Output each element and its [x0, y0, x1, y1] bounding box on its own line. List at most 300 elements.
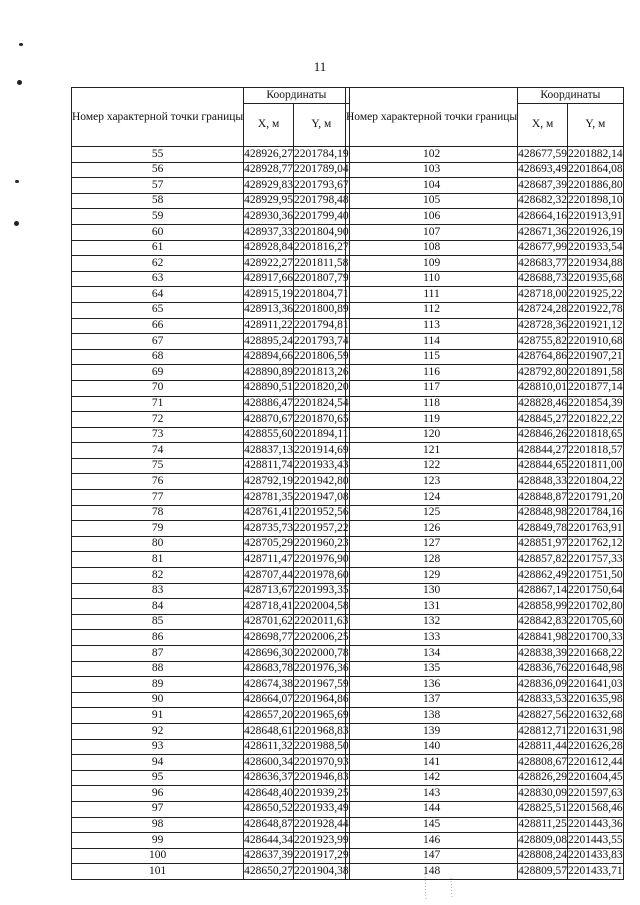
cell-point-number: 113 [346, 318, 518, 334]
cell-y: 2201964,86 [294, 692, 350, 708]
cell-x: 428657,20 [244, 708, 294, 724]
table-row [72, 848, 350, 864]
cell-x: 428809,08 [518, 833, 568, 849]
coordinates-table-left [71, 87, 350, 880]
cell-point-number: 101 [72, 864, 244, 880]
cell-x: 428844,65 [518, 458, 568, 474]
cell-x: 428926,27 [244, 147, 294, 163]
cell-y: 2201799,40 [294, 209, 350, 225]
cell-y: 2201813,26 [294, 365, 350, 381]
header-coordinates: Координаты [518, 88, 624, 104]
cell-y: 2201757,33 [568, 552, 624, 568]
header-coordinates: Координаты [244, 88, 350, 104]
cell-x: 428718,41 [244, 599, 294, 615]
cell-y: 2201818,57 [568, 443, 624, 459]
cell-point-number: 116 [346, 365, 518, 381]
cell-x: 428650,27 [244, 864, 294, 880]
table-row [72, 755, 350, 771]
cell-point-number: 117 [346, 380, 518, 396]
cell-point-number: 133 [346, 630, 518, 646]
cell-point-number: 106 [346, 209, 518, 225]
cell-x: 428833,53 [518, 692, 568, 708]
cell-x: 428648,61 [244, 723, 294, 739]
table-row [346, 568, 624, 584]
table-row [346, 677, 624, 693]
cell-point-number: 110 [346, 271, 518, 287]
cell-y: 2201877,14 [568, 380, 624, 396]
cell-point-number: 124 [346, 490, 518, 506]
table-row [72, 614, 350, 630]
cell-point-number: 132 [346, 614, 518, 630]
cell-point-number: 138 [346, 708, 518, 724]
table-row [346, 240, 624, 256]
cell-x: 428664,07 [244, 692, 294, 708]
cell-y: 2201604,45 [568, 770, 624, 786]
cell-point-number: 105 [346, 193, 518, 209]
cell-y: 2201811,00 [568, 458, 624, 474]
cell-point-number: 72 [72, 412, 244, 428]
cell-y: 2201854,39 [568, 396, 624, 412]
table-row [72, 349, 350, 365]
cell-x: 428836,09 [518, 677, 568, 693]
cell-x: 428735,73 [244, 521, 294, 537]
cell-point-number: 89 [72, 677, 244, 693]
cell-point-number: 140 [346, 739, 518, 755]
table-row [346, 365, 624, 381]
cell-y: 2201970,93 [294, 755, 350, 771]
cell-x: 428674,38 [244, 677, 294, 693]
cell-x: 428862,49 [518, 568, 568, 584]
cell-point-number: 79 [72, 521, 244, 537]
cell-point-number: 146 [346, 833, 518, 849]
cell-x: 428764,86 [518, 349, 568, 365]
cell-point-number: 137 [346, 692, 518, 708]
cell-x: 428701,62 [244, 614, 294, 630]
cell-y: 2201988,50 [294, 739, 350, 755]
table-row [72, 599, 350, 615]
cell-x: 428698,77 [244, 630, 294, 646]
cell-point-number: 129 [346, 568, 518, 584]
cell-point-number: 76 [72, 474, 244, 490]
cell-y: 2201635,98 [568, 692, 624, 708]
table-row [72, 833, 350, 849]
cell-x: 428836,76 [518, 661, 568, 677]
table-row [72, 240, 350, 256]
cell-point-number: 74 [72, 443, 244, 459]
cell-x: 428930,36 [244, 209, 294, 225]
table-row [346, 646, 624, 662]
table-row [346, 599, 624, 615]
cell-point-number: 104 [346, 178, 518, 194]
cell-point-number: 86 [72, 630, 244, 646]
cell-y: 2201942,80 [294, 474, 350, 490]
table-row [346, 287, 624, 303]
cell-x: 428841,98 [518, 630, 568, 646]
cell-y: 2201976,90 [294, 552, 350, 568]
cell-x: 428688,73 [518, 271, 568, 287]
cell-point-number: 109 [346, 256, 518, 272]
table-row [72, 536, 350, 552]
cell-point-number: 63 [72, 271, 244, 287]
cell-x: 428928,77 [244, 162, 294, 178]
cell-x: 428890,89 [244, 365, 294, 381]
cell-y: 2201891,58 [568, 365, 624, 381]
cell-x: 428867,14 [518, 583, 568, 599]
cell-point-number: 81 [72, 552, 244, 568]
table-row [346, 318, 624, 334]
table-row [72, 739, 350, 755]
cell-x: 428711,47 [244, 552, 294, 568]
cell-x: 428637,39 [244, 848, 294, 864]
cell-point-number: 148 [346, 864, 518, 880]
table-row [346, 193, 624, 209]
cell-x: 428810,01 [518, 380, 568, 396]
table-row [72, 209, 350, 225]
cell-point-number: 55 [72, 147, 244, 163]
table-row [72, 224, 350, 240]
cell-y: 2201804,71 [294, 287, 350, 303]
cell-point-number: 103 [346, 162, 518, 178]
margin-mark [17, 80, 22, 85]
cell-x: 428808,67 [518, 755, 568, 771]
cell-x: 428828,46 [518, 396, 568, 412]
cell-y: 2201934,88 [568, 256, 624, 272]
table-row [346, 692, 624, 708]
cell-x: 428707,44 [244, 568, 294, 584]
cell-y: 2201960,23 [294, 536, 350, 552]
cell-y: 2201705,60 [568, 614, 624, 630]
table-row [72, 505, 350, 521]
cell-y: 2201957,22 [294, 521, 350, 537]
table-row [72, 334, 350, 350]
cell-x: 428917,66 [244, 271, 294, 287]
table-row [72, 521, 350, 537]
margin-mark [15, 180, 19, 183]
table-row [72, 474, 350, 490]
cell-y: 2202006,25 [294, 630, 350, 646]
cell-point-number: 144 [346, 801, 518, 817]
cell-x: 428848,98 [518, 505, 568, 521]
cell-point-number: 60 [72, 224, 244, 240]
cell-point-number: 143 [346, 786, 518, 802]
margin-mark [14, 221, 19, 226]
cell-y: 2201762,12 [568, 536, 624, 552]
cell-x: 428781,35 [244, 490, 294, 506]
cell-y: 2201750,64 [568, 583, 624, 599]
cell-point-number: 57 [72, 178, 244, 194]
cell-point-number: 91 [72, 708, 244, 724]
table-row [72, 458, 350, 474]
cell-x: 428644,34 [244, 833, 294, 849]
cell-y: 2201947,08 [294, 490, 350, 506]
cell-y: 2201794,81 [294, 318, 350, 334]
table-row [72, 318, 350, 334]
cell-point-number: 120 [346, 427, 518, 443]
cell-y: 2201894,11 [294, 427, 350, 443]
cell-x: 428650,52 [244, 801, 294, 817]
cell-point-number: 108 [346, 240, 518, 256]
page-number: 11 [313, 59, 327, 74]
cell-y: 2201965,69 [294, 708, 350, 724]
cell-point-number: 145 [346, 817, 518, 833]
cell-x: 428671,36 [518, 224, 568, 240]
cell-y: 2201793,74 [294, 334, 350, 350]
cell-y: 2201597,63 [568, 786, 624, 802]
scan-artifact [421, 872, 461, 902]
cell-point-number: 114 [346, 334, 518, 350]
table-row [346, 349, 624, 365]
coordinates-table-right [345, 87, 624, 880]
cell-point-number: 121 [346, 443, 518, 459]
cell-point-number: 83 [72, 583, 244, 599]
table-row [72, 380, 350, 396]
cell-y: 2201967,59 [294, 677, 350, 693]
cell-point-number: 111 [346, 287, 518, 303]
cell-y: 2201886,80 [568, 178, 624, 194]
cell-x: 428922,27 [244, 256, 294, 272]
cell-y: 2201793,67 [294, 178, 350, 194]
table-row [346, 552, 624, 568]
cell-point-number: 107 [346, 224, 518, 240]
table-row [346, 490, 624, 506]
table-row [72, 786, 350, 802]
cell-y: 2201925,22 [568, 287, 624, 303]
cell-x: 428611,32 [244, 739, 294, 755]
cell-y: 2201933,54 [568, 240, 624, 256]
cell-y: 2201913,91 [568, 209, 624, 225]
cell-x: 428844,27 [518, 443, 568, 459]
cell-y: 2201702,80 [568, 599, 624, 615]
cell-y: 2201968,83 [294, 723, 350, 739]
cell-point-number: 95 [72, 770, 244, 786]
table-row [72, 630, 350, 646]
cell-x: 428648,87 [244, 817, 294, 833]
cell-y: 2201820,20 [294, 380, 350, 396]
cell-x: 428826,29 [518, 770, 568, 786]
cell-x: 428808,24 [518, 848, 568, 864]
table-row [346, 708, 624, 724]
table-row [72, 583, 350, 599]
cell-x: 428890,51 [244, 380, 294, 396]
cell-x: 428855,60 [244, 427, 294, 443]
cell-x: 428846,26 [518, 427, 568, 443]
cell-point-number: 112 [346, 302, 518, 318]
table-row [346, 380, 624, 396]
cell-x: 428851,97 [518, 536, 568, 552]
cell-y: 2201824,54 [294, 396, 350, 412]
table-row [346, 256, 624, 272]
table-row [72, 770, 350, 786]
margin-mark [19, 43, 23, 46]
table-row [346, 661, 624, 677]
cell-y: 2201632,68 [568, 708, 624, 724]
table-row [72, 178, 350, 194]
cell-point-number: 141 [346, 755, 518, 771]
cell-x: 428811,74 [244, 458, 294, 474]
cell-x: 428929,83 [244, 178, 294, 194]
table-row [346, 427, 624, 443]
cell-point-number: 134 [346, 646, 518, 662]
cell-point-number: 61 [72, 240, 244, 256]
cell-x: 428848,33 [518, 474, 568, 490]
table-row [346, 583, 624, 599]
cell-point-number: 92 [72, 723, 244, 739]
table-row [346, 614, 624, 630]
table-row [346, 302, 624, 318]
cell-point-number: 75 [72, 458, 244, 474]
cell-y: 2201807,79 [294, 271, 350, 287]
cell-x: 428837,13 [244, 443, 294, 459]
cell-point-number: 127 [346, 536, 518, 552]
table-row [346, 630, 624, 646]
cell-point-number: 139 [346, 723, 518, 739]
cell-x: 428886,47 [244, 396, 294, 412]
cell-y: 2201800,89 [294, 302, 350, 318]
cell-x: 428683,77 [518, 256, 568, 272]
cell-y: 2201804,22 [568, 474, 624, 490]
cell-y: 2201804,90 [294, 224, 350, 240]
table-row [346, 801, 624, 817]
cell-point-number: 119 [346, 412, 518, 428]
cell-point-number: 82 [72, 568, 244, 584]
cell-y: 2201822,22 [568, 412, 624, 428]
cell-point-number: 118 [346, 396, 518, 412]
table-row [346, 770, 624, 786]
cell-x: 428809,57 [518, 864, 568, 880]
cell-x: 428792,80 [518, 365, 568, 381]
cell-x: 428849,78 [518, 521, 568, 537]
table-row [346, 443, 624, 459]
cell-point-number: 126 [346, 521, 518, 537]
table-row [72, 723, 350, 739]
cell-x: 428677,99 [518, 240, 568, 256]
cell-x: 428827,56 [518, 708, 568, 724]
header-y: Y, м [294, 104, 350, 147]
table-row [72, 287, 350, 303]
table-row [72, 162, 350, 178]
cell-point-number: 80 [72, 536, 244, 552]
table-row [346, 786, 624, 802]
table-row [346, 178, 624, 194]
cell-point-number: 84 [72, 599, 244, 615]
cell-point-number: 73 [72, 427, 244, 443]
cell-x: 428728,36 [518, 318, 568, 334]
cell-point-number: 96 [72, 786, 244, 802]
table-row [72, 443, 350, 459]
cell-y: 2201946,83 [294, 770, 350, 786]
cell-point-number: 97 [72, 801, 244, 817]
table-row [346, 864, 624, 880]
cell-y: 2201751,50 [568, 568, 624, 584]
cell-y: 2201818,65 [568, 427, 624, 443]
cell-x: 428811,44 [518, 739, 568, 755]
cell-x: 428600,34 [244, 755, 294, 771]
cell-y: 2201882,14 [568, 147, 624, 163]
cell-point-number: 125 [346, 505, 518, 521]
cell-x: 428724,28 [518, 302, 568, 318]
table-row [72, 302, 350, 318]
cell-x: 428696,30 [244, 646, 294, 662]
cell-y: 2201922,78 [568, 302, 624, 318]
cell-y: 2201433,71 [568, 864, 624, 880]
cell-y: 2201926,19 [568, 224, 624, 240]
table-row [346, 147, 624, 163]
cell-point-number: 69 [72, 365, 244, 381]
cell-y: 2201870,65 [294, 412, 350, 428]
table-row [346, 396, 624, 412]
table-row [346, 458, 624, 474]
cell-point-number: 64 [72, 287, 244, 303]
cell-x: 428693,49 [518, 162, 568, 178]
cell-y: 2202004,58 [294, 599, 350, 615]
cell-point-number: 98 [72, 817, 244, 833]
cell-x: 428812,71 [518, 723, 568, 739]
cell-y: 2201939,25 [294, 786, 350, 802]
cell-x: 428870,67 [244, 412, 294, 428]
table-row [346, 412, 624, 428]
cell-x: 428830,09 [518, 786, 568, 802]
cell-point-number: 100 [72, 848, 244, 864]
table-row [72, 692, 350, 708]
cell-point-number: 131 [346, 599, 518, 615]
cell-x: 428792,19 [244, 474, 294, 490]
cell-y: 2201928,44 [294, 817, 350, 833]
table-row [72, 677, 350, 693]
header-x: X, м [244, 104, 294, 147]
cell-x: 428713,67 [244, 583, 294, 599]
table-row [346, 833, 624, 849]
cell-point-number: 87 [72, 646, 244, 662]
header-point-number: Номер характерной точки границы [346, 88, 518, 147]
cell-point-number: 102 [346, 147, 518, 163]
table-row [346, 209, 624, 225]
cell-y: 2201806,59 [294, 349, 350, 365]
table-row [72, 801, 350, 817]
cell-point-number: 136 [346, 677, 518, 693]
cell-y: 2201923,99 [294, 833, 350, 849]
cell-point-number: 68 [72, 349, 244, 365]
cell-x: 428664,16 [518, 209, 568, 225]
cell-y: 2201612,44 [568, 755, 624, 771]
cell-x: 428911,22 [244, 318, 294, 334]
cell-point-number: 66 [72, 318, 244, 334]
cell-point-number: 90 [72, 692, 244, 708]
cell-point-number: 135 [346, 661, 518, 677]
cell-y: 2201816,27 [294, 240, 350, 256]
table-row [72, 490, 350, 506]
cell-y: 2201952,56 [294, 505, 350, 521]
table-row [346, 521, 624, 537]
table-row [72, 396, 350, 412]
cell-x: 428648,40 [244, 786, 294, 802]
cell-point-number: 78 [72, 505, 244, 521]
table-row [346, 162, 624, 178]
cell-x: 428845,27 [518, 412, 568, 428]
table-body-right [346, 147, 624, 880]
table-body-left [72, 147, 350, 880]
cell-y: 2201921,12 [568, 318, 624, 334]
cell-y: 2201917,29 [294, 848, 350, 864]
table-row [72, 256, 350, 272]
cell-point-number: 147 [346, 848, 518, 864]
cell-y: 2201976,36 [294, 661, 350, 677]
cell-y: 2202011,63 [294, 614, 350, 630]
cell-y: 2201784,19 [294, 147, 350, 163]
table-row [346, 848, 624, 864]
cell-x: 428928,84 [244, 240, 294, 256]
cell-x: 428705,29 [244, 536, 294, 552]
cell-point-number: 93 [72, 739, 244, 755]
